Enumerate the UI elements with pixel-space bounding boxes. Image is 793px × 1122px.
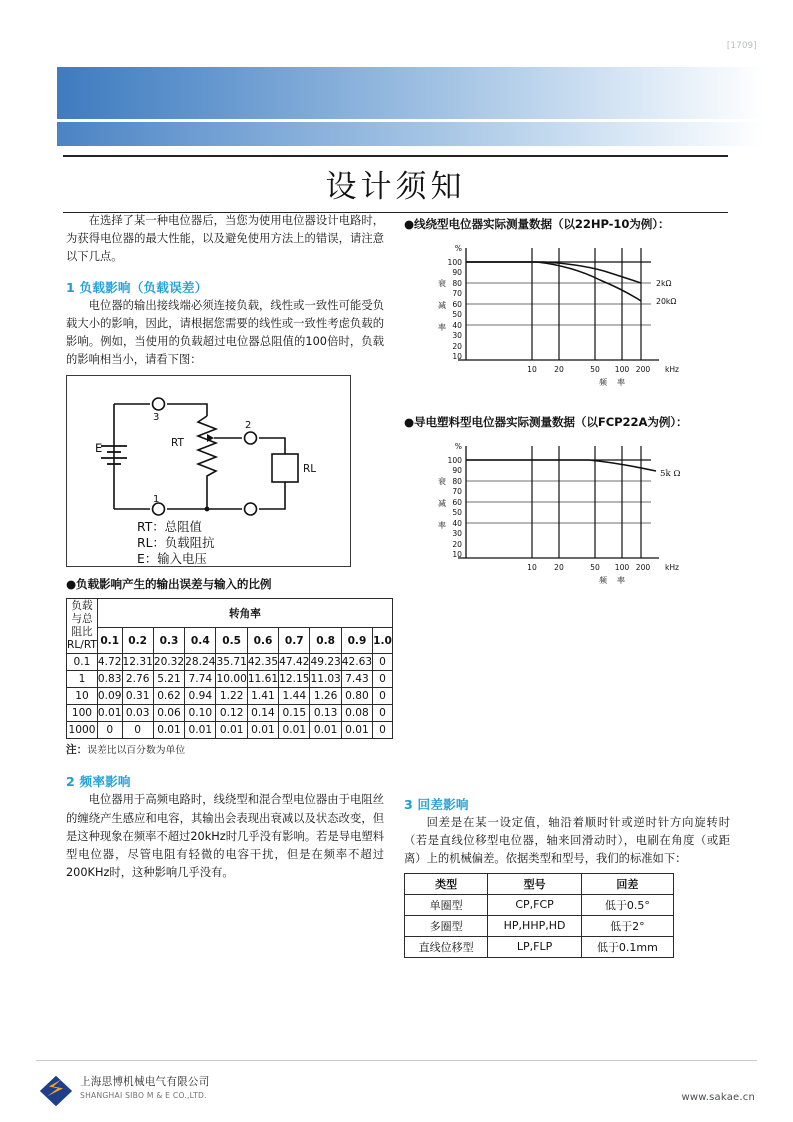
load-error-table (66, 598, 393, 739)
corner-top-label: 负载与总阻比 (71, 600, 93, 639)
table-row (67, 671, 393, 688)
row-label: 10 (67, 688, 98, 705)
page-footer (0, 1060, 793, 1122)
cell-r2-c1: 0.31 (122, 688, 153, 705)
svg-text:20: 20 (452, 540, 462, 549)
hyst-column-header-0: 类型 (405, 873, 488, 894)
svg-text:10: 10 (527, 365, 537, 374)
cell-r2-c2: 0.62 (153, 688, 184, 705)
column-header-4: 0.5 (216, 627, 247, 654)
cell-r0-c5: 42.35 (247, 654, 278, 671)
cell-r1-c8: 7.43 (341, 671, 372, 688)
cell-r1-c5: 11.61 (247, 671, 278, 688)
svg-text:200: 200 (635, 563, 651, 572)
circuit-svg (67, 376, 350, 566)
y-axis-title-2 (438, 476, 446, 530)
load-resistor-box (272, 454, 298, 482)
table-row (67, 654, 393, 671)
cell-r4-c2: 0.01 (153, 722, 184, 739)
cell-r3-c9: 0 (373, 705, 393, 722)
svg-text:频: 频 (599, 378, 607, 387)
svg-text:10: 10 (452, 550, 462, 559)
hysteresis-row (405, 915, 674, 936)
cell-r2-c3: 0.94 (185, 688, 216, 705)
x-axis-title-2 (599, 575, 625, 585)
cell-r1-c1: 2.76 (122, 671, 153, 688)
table-corner-cell (67, 599, 98, 654)
cell-r3-c4: 0.12 (216, 705, 247, 722)
section-3-heading: 3 回差影响 (404, 797, 469, 812)
svg-text:50: 50 (452, 508, 462, 517)
cell-r0-c4: 35.71 (216, 654, 247, 671)
cell-r1-c3: 7.74 (185, 671, 216, 688)
svg-text:衰: 衰 (438, 279, 446, 288)
svg-text:率: 率 (617, 576, 625, 585)
cell-r2-c6: 1.44 (279, 688, 310, 705)
legend-rl: RL：负载阻抗 (137, 535, 215, 551)
cell-r2-c8: 0.80 (341, 688, 372, 705)
load-table-caption: ●负载影响产生的输出误差与输入的比例 (66, 577, 272, 592)
title-block (63, 155, 728, 213)
svg-text:kHz: kHz (664, 365, 680, 374)
company-website[interactable]: www.sakae.cn (681, 1092, 755, 1103)
banner-band-bottom (57, 122, 764, 146)
legend-20k: 20kΩ (656, 297, 677, 306)
intro-paragraph: 在选择了某一种电位器后，当您为使用电位器设计电路时，为获得电位器的最大性能，以及避免使用方法上的错误，请注意以下几点。 (66, 214, 384, 264)
svg-text:40: 40 (452, 321, 462, 330)
svg-text:100: 100 (614, 365, 630, 374)
legend-5k: 5k Ω (660, 469, 681, 479)
cell-r3-c8: 0.08 (341, 705, 372, 722)
section-2-body: 电位器用于高频电路时，线绕型和混合型电位器由于电阻丝的缠绕产生感应和电容，其输出会表现出衰减以及状态改变，但是这种现象在频率不超过20kHz时几乎没有影响。若是导电塑料型电位器，尽管电阻有轻微的电容干扰，但是在频率不超过200KHz时，这种影响几乎没有。 (66, 793, 384, 880)
table-row (67, 705, 393, 722)
svg-text:率: 率 (617, 378, 625, 387)
cell-r3-c2: 0.06 (153, 705, 184, 722)
svg-text:50: 50 (590, 563, 600, 572)
company-name-en: SHANGHAI SIBO M & E CO.,LTD. (80, 1091, 207, 1100)
svg-text:60: 60 (452, 300, 462, 309)
load-error-table-body (67, 654, 393, 739)
cell-r1-c2: 5.21 (153, 671, 184, 688)
svg-text:衰: 衰 (438, 477, 446, 486)
circuit-diagram (66, 375, 351, 567)
x-axis-title (599, 377, 625, 387)
y-unit-label: % (454, 244, 462, 253)
chart-conductive-plastic (404, 414, 730, 598)
note-text: 误差比以百分数为单位 (87, 745, 186, 757)
label-source: E (95, 441, 103, 456)
svg-text:20: 20 (554, 563, 564, 572)
cell-r4-c3: 0.01 (185, 722, 216, 739)
row-label: 1 (67, 671, 98, 688)
cell-r4-c8: 0.01 (341, 722, 372, 739)
svg-text:50: 50 (590, 365, 600, 374)
svg-text:200: 200 (635, 365, 651, 374)
legend-2k: 2kΩ (656, 279, 672, 288)
svg-text:80: 80 (452, 477, 462, 486)
x-tick-labels (527, 365, 679, 374)
chart-wirewound (404, 216, 730, 400)
table-row (67, 722, 393, 739)
legend-e: E：输入电压 (137, 551, 207, 567)
cell-r3-c3: 0.10 (185, 705, 216, 722)
cell-r1-c6: 12.15 (279, 671, 310, 688)
cell-r1-c4: 10.00 (216, 671, 247, 688)
terminal-3-node (153, 398, 165, 410)
chart-1-svg (404, 238, 730, 400)
cell-r0-c9: 0 (373, 654, 393, 671)
cell-r4-c4: 0.01 (216, 722, 247, 739)
cell-r4-c6: 0.01 (279, 722, 310, 739)
table-header-row-1 (67, 599, 393, 627)
cell-r0-c3: 28.24 (185, 654, 216, 671)
svg-text:20: 20 (554, 365, 564, 374)
hyst-cell-r2-c2: 低于0.1mm (581, 936, 673, 957)
hyst-cell-r0-c1: CP,FCP (488, 894, 581, 915)
x-tick-labels-2 (527, 563, 679, 572)
hyst-column-header-2: 回差 (581, 873, 673, 894)
row-label: 0.1 (67, 654, 98, 671)
hysteresis-table (404, 873, 674, 958)
table-note (66, 742, 384, 757)
terminal-common-node (245, 503, 257, 515)
column-header-0: 0.1 (97, 627, 122, 654)
svg-text:100: 100 (447, 456, 462, 465)
cell-r4-c1: 0 (122, 722, 153, 739)
cell-r4-c7: 0.01 (310, 722, 341, 739)
cell-r3-c7: 0.13 (310, 705, 341, 722)
section-1-body: 电位器的输出接线端必须连接负载，线性或一致性可能受负载大小的影响，因此，请根据您需要的线性或一致性考虑负载的影响。例如，当使用的负载超过电位器总阻值的100倍时，负载的影响相当小，请看下图： (66, 298, 384, 367)
svg-text:率: 率 (438, 521, 446, 530)
column-header-5: 0.6 (247, 627, 278, 654)
cell-r0-c8: 42.63 (341, 654, 372, 671)
company-logo-icon (38, 1074, 74, 1108)
cell-r3-c5: 0.14 (247, 705, 278, 722)
column-header-9: 1.0 (373, 627, 393, 654)
chart-1-caption: ●线绕型电位器实际测量数据（以22HP-10为例）： (404, 217, 670, 231)
svg-text:率: 率 (438, 323, 446, 332)
hysteresis-table-body (405, 894, 674, 957)
section-2-heading: 2 频率影响 (66, 774, 131, 790)
label-load: RL (303, 463, 317, 476)
svg-text:10: 10 (527, 563, 537, 572)
note-label: 注： (66, 744, 88, 757)
svg-text:50: 50 (452, 310, 462, 319)
svg-text:10: 10 (452, 352, 462, 361)
cell-r1-c9: 0 (373, 671, 393, 688)
cell-r1-c7: 11.03 (310, 671, 341, 688)
hyst-cell-r0-c2: 低于0.5° (581, 894, 673, 915)
cell-r4-c9: 0 (373, 722, 393, 739)
cell-r1-c0: 0.83 (97, 671, 122, 688)
table-row (67, 688, 393, 705)
label-pot: RT (171, 437, 184, 450)
y-axis-title (438, 278, 446, 332)
svg-text:kHz: kHz (664, 563, 680, 572)
hysteresis-row (405, 894, 674, 915)
svg-text:60: 60 (452, 498, 462, 507)
cell-r0-c6: 47.42 (279, 654, 310, 671)
table-header-row-2 (67, 627, 393, 654)
column-header-3: 0.4 (185, 627, 216, 654)
span-header-cell: 转角率 (97, 599, 392, 627)
cell-r3-c1: 0.03 (122, 705, 153, 722)
series-20k-curve (466, 262, 641, 301)
cell-r2-c7: 1.26 (310, 688, 341, 705)
column-header-1: 0.2 (122, 627, 153, 654)
label-terminal-3: 3 (153, 412, 160, 424)
svg-text:80: 80 (452, 279, 462, 288)
svg-text:减: 减 (438, 499, 446, 508)
svg-text:频: 频 (599, 576, 607, 585)
hyst-cell-r1-c1: HP,HHP,HD (488, 915, 581, 936)
cell-r4-c5: 0.01 (247, 722, 278, 739)
hysteresis-row (405, 936, 674, 957)
svg-text:40: 40 (452, 519, 462, 528)
corner-bottom-label: RL/RT (67, 639, 97, 652)
svg-text:20: 20 (452, 342, 462, 351)
series-5k-curve (466, 460, 656, 471)
label-terminal-1: 1 (153, 494, 160, 506)
chart-2-caption: ●导电塑料型电位器实际测量数据（以FCP22A为例）： (404, 415, 688, 429)
legend-rt: RT：总阻值 (137, 519, 202, 535)
svg-text:90: 90 (452, 268, 462, 277)
right-column (404, 212, 730, 958)
section-1-heading: 1 负载影响（负载误差） (66, 279, 208, 295)
hysteresis-header-row (405, 873, 674, 894)
left-column (66, 212, 392, 884)
cell-r2-c9: 0 (373, 688, 393, 705)
cell-r4-c0: 0 (97, 722, 122, 739)
cell-r0-c2: 20.32 (153, 654, 184, 671)
row-label: 1000 (67, 722, 98, 739)
column-header-6: 0.7 (279, 627, 310, 654)
hyst-cell-r2-c1: LP,FLP (488, 936, 581, 957)
cell-r2-c4: 1.22 (216, 688, 247, 705)
cell-r3-c0: 0.01 (97, 705, 122, 722)
svg-text:100: 100 (447, 258, 462, 267)
banner-band-top (57, 67, 764, 119)
svg-text:减: 减 (438, 301, 446, 310)
section-3-body: 回差是在某一设定值，轴沿着顺时针或逆时针方向旋转时（若是直线位移型电位器，轴来回滑动时），电刷在角度（或距离）上的机械偏差。依据类型和型号，我们的标准如下： (404, 816, 730, 866)
column-header-8: 0.9 (341, 627, 372, 654)
footer-divider (36, 1060, 757, 1061)
column-header-2: 0.3 (153, 627, 184, 654)
svg-text:30: 30 (452, 529, 462, 538)
hyst-cell-r1-c0: 多圈型 (405, 915, 488, 936)
column-header-7: 0.8 (310, 627, 341, 654)
page-title: 设计须知 (325, 169, 466, 205)
svg-text:100: 100 (614, 563, 630, 572)
chart-2-svg (404, 436, 730, 598)
svg-text:70: 70 (452, 289, 462, 298)
row-label: 100 (67, 705, 98, 722)
svg-text:90: 90 (452, 466, 462, 475)
svg-text:30: 30 (452, 331, 462, 340)
hyst-cell-r1-c2: 低于2° (581, 915, 673, 936)
y-unit-label-2: % (454, 442, 462, 451)
cell-r0-c0: 4.72 (97, 654, 122, 671)
cell-r3-c6: 0.15 (279, 705, 310, 722)
page-code: [1709] (726, 41, 757, 51)
company-name-cn: 上海思博机械电气有限公司 (80, 1076, 210, 1088)
header-banner (57, 67, 764, 147)
hyst-cell-r2-c0: 直线位移型 (405, 936, 488, 957)
company-name-block (80, 1074, 210, 1100)
hyst-cell-r0-c0: 单圈型 (405, 894, 488, 915)
label-terminal-2: 2 (245, 420, 252, 432)
hyst-column-header-1: 型号 (488, 873, 581, 894)
cell-r0-c1: 12.31 (122, 654, 153, 671)
junction-dot (205, 507, 210, 512)
cell-r2-c5: 1.41 (247, 688, 278, 705)
terminal-2-node (245, 432, 257, 444)
cell-r2-c0: 0.09 (97, 688, 122, 705)
cell-r0-c7: 49.23 (310, 654, 341, 671)
svg-text:70: 70 (452, 487, 462, 496)
